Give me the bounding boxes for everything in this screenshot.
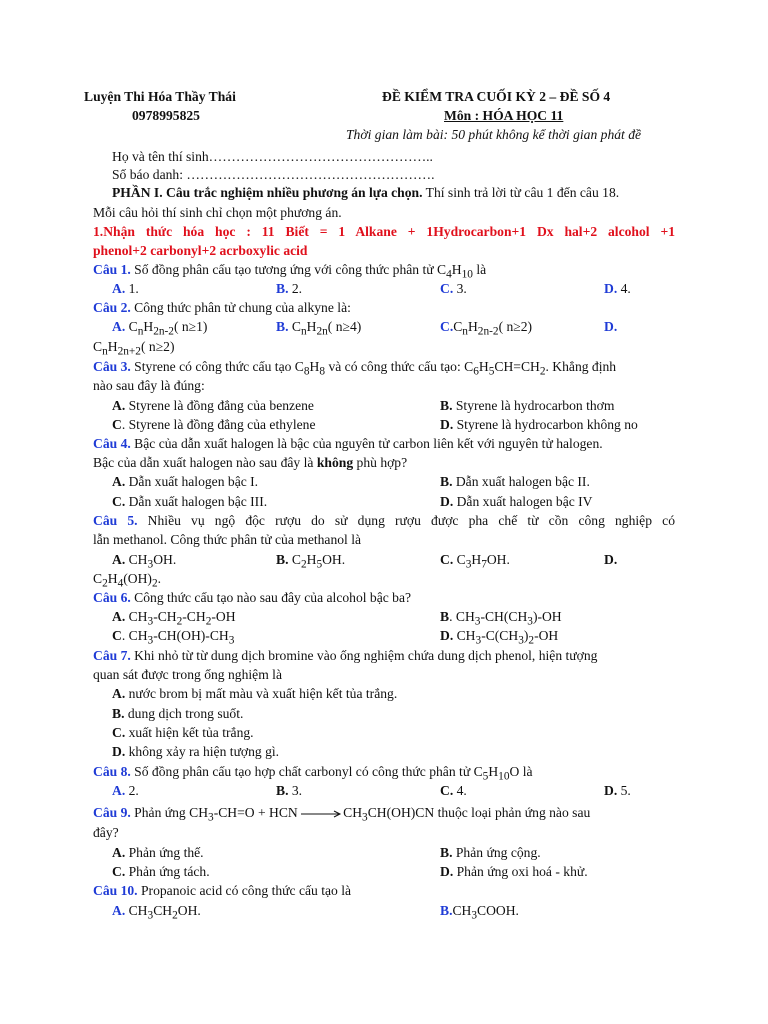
q1-option-d[interactable] [604,281,631,297]
option-letter: D. [440,417,454,432]
option-text: . [157,571,162,586]
option-letter: A. [112,398,126,413]
option-text: C [453,319,463,334]
option-text: COOH. [477,903,519,918]
option-text: Styrene là hydrocarbon không no [453,417,638,432]
option-text: C [288,319,301,334]
option-sub: 3 [527,615,533,628]
q3-option-c[interactable] [112,417,315,433]
option-text: ( n≥1) [173,319,208,334]
option-text: . Styrene là đồng đẳng của ethylene [121,417,316,432]
q6-text: Công thức cấu tạo nào sau đây của alcohol bậc ba? [130,590,412,605]
question-1 [93,262,486,283]
q6-label: Câu 6. [93,590,131,605]
center-name: Luyện Thi Hóa Thầy Thái [84,89,236,104]
q5-option-d[interactable] [604,552,617,568]
q9-label: Câu 9. [93,805,131,820]
option-letter: D. [440,864,454,879]
option-sub: 3 [474,615,481,628]
option-letter: C [112,628,122,643]
option-text: C [93,339,103,354]
option-text: H [306,319,317,334]
option-text: không xảy ra hiện tượng gì. [125,744,280,759]
option-sub: 2n [316,325,328,338]
option-text: -CH(OH)-CH [153,628,229,643]
option-text: Phản ứng cộng. [452,845,541,860]
option-letter: D. [604,319,618,334]
q8-option-a[interactable] [112,783,139,799]
question-4 [93,436,603,452]
option-sub: 2n-2 [153,325,174,338]
q8-option-c[interactable] [440,783,467,799]
q1-sub: 10 [461,268,473,281]
option-letter: D. [604,281,618,296]
option-text: ) [523,628,529,643]
q5-option-a[interactable] [112,552,176,573]
option-sub: 2 [300,558,307,571]
option-text: Dẫn xuất halogen bậc II. [452,474,590,489]
q7-text: Khi nhỏ từ từ dung dịch bromine vào ống nghiệm chứa dung dịch phenol, hiện tượng [130,648,598,663]
option-letter: A. [112,609,126,624]
option-sub: n [102,345,108,358]
option-text: H [143,319,154,334]
option-text: . CH [121,628,148,643]
option-letter: C. [112,494,126,509]
option-sub: n [300,325,307,338]
question-2 [93,300,351,316]
question-5 [93,513,675,529]
option-letter: A. [112,903,126,918]
question-8 [93,764,533,785]
option-text: Styrene là hydrocarbon thơm [452,398,615,413]
option-letter: B. [440,903,453,918]
option-letter: C. [440,783,454,798]
option-text: H [306,552,317,567]
q3-sub: 8 [303,365,310,378]
q9-option-d[interactable] [440,864,588,880]
q5-option-b[interactable] [276,552,345,573]
option-text: dung dịch trong suốt. [124,706,244,721]
option-letter: D. [604,552,618,567]
option-text: 1. [125,281,139,296]
q4-label: Câu 4. [93,436,131,451]
q1-text: là [472,262,487,277]
q4-option-b[interactable] [440,474,590,490]
exam-title: ĐỀ KIỂM TRA CUỐI KỲ 2 – ĐỀ SỐ 4 [382,89,611,104]
q8-text: O là [509,764,533,779]
option-text: CH [452,903,472,918]
option-sub: 3 [147,909,154,922]
q9-line-2: đây? [93,825,119,840]
q1-option-a[interactable] [112,281,139,297]
q7-option-c[interactable] [112,725,254,741]
option-letter: B. [276,319,289,334]
q9-text: CH(OH)CN thuộc loại phản ứng nào sau [367,805,591,820]
option-sub: 3 [465,558,472,571]
q4-option-a[interactable] [112,474,258,490]
option-letter: C. [440,552,454,567]
option-text: -C(CH [481,628,519,643]
q5-label: Câu 5. [93,513,138,528]
option-text: . CH [449,609,475,624]
q3-text: H [309,359,320,374]
option-sub: 2 [528,634,535,647]
q7-label: Câu 7. [93,648,131,663]
option-letter: B. [440,474,453,489]
option-sub: 3 [147,558,154,571]
q9-text: Phản ứng CH [130,805,209,820]
knowledge-note-2: phenol+2 carbonyl+2 acrboxylic acid [93,243,308,258]
q1-label: Câu 1. [93,262,131,277]
question-3 [93,359,616,380]
option-text: C [288,552,301,567]
option-letter: D. [440,494,454,509]
q2-option-c[interactable] [440,319,532,340]
option-sub: 2n-2 [477,325,499,338]
q4-emphasis: không [316,455,354,470]
option-sub: 2 [205,615,212,628]
option-text: CH [453,628,476,643]
q7-option-d[interactable] [112,744,279,760]
option-text: 2. [288,281,303,296]
option-text: CH [125,552,148,567]
part1-title: PHẦN I. Câu trắc nghiệm nhiều phương án lựa chọn. [112,185,423,200]
q3-line-2: nào sau đây là đúng: [93,378,205,393]
option-sub: 2 [151,577,158,590]
question-10 [93,883,351,899]
q6-option-a[interactable] [112,609,236,630]
q5-line-2: lẫn methanol. Công thức phân tử của methanol là [93,532,362,547]
option-sub: n [462,325,468,338]
option-text: Dẫn xuất halogen bậc IV [453,494,593,509]
knowledge-note-1: 1.Nhận thức hóa học : 11 Biết = 1 Alkane + 1Hydrocarbon+1 Dx hal+2 alcohol +1 [93,224,675,239]
option-letter: A. [112,686,126,701]
option-text: nước brom bị mất màu và xuất hiện kết tủa trắng. [125,686,398,701]
q9-sub: 3 [208,811,214,824]
option-letter: B. [276,783,289,798]
option-text: C [93,571,103,586]
q2-label: Câu 2. [93,300,131,315]
option-text: )-OH [532,609,562,624]
option-text: H [467,319,478,334]
q9-text: -CH=O + HCN [213,805,302,820]
option-text: H [471,552,482,567]
option-text: OH. [322,552,346,567]
option-letter: A. [112,783,126,798]
option-sub: 3 [147,615,154,628]
option-text: -CH(CH [480,609,528,624]
q1-sub: 4 [446,268,452,281]
option-text: Dẫn xuất halogen bậc I. [125,474,259,489]
q8-option-b[interactable] [276,783,302,799]
q2-option-d[interactable] [604,319,617,335]
q3-text: . Khẳng định [545,359,617,374]
option-text: 4. [617,281,631,296]
q1-text: Số đồng phân cấu tạo tương ứng với công thức phân tử C [130,262,447,277]
q5-text: Nhiều vụ ngộ độc rượu do sử dụng rượu được pha chế từ cồn công nghiệp có [137,513,675,528]
option-text: CH [125,903,148,918]
option-letter: B [440,609,450,624]
option-letter: B. [112,706,125,721]
q1-option-b[interactable] [276,281,302,297]
subject-title: Môn : HÓA HỌC 11 [444,108,564,123]
q5-option-c[interactable] [440,552,510,573]
option-letter: D. [112,744,126,759]
option-sub: 3 [147,634,154,647]
q10-option-a[interactable] [112,903,201,924]
q8-sub: 10 [498,770,510,783]
option-sub: 3 [518,634,524,647]
option-sub: n [137,325,144,338]
option-text: OH. [177,903,201,918]
option-text: -OH [534,628,559,643]
option-text: H [107,571,118,586]
option-text: CH [125,609,148,624]
q2-text: Công thức phân tử chung của alkyne là: [130,300,351,315]
option-text: xuất hiện kết tủa trắng. [125,725,254,740]
candidate-name-line: Họ và tên thí sinh………………………………………….. [112,149,433,164]
option-letter: A. [112,281,126,296]
option-text: H [107,339,118,354]
q5-option-d-text[interactable] [93,571,161,592]
option-letter: C. [440,319,454,334]
option-letter: D. [604,783,618,798]
option-letter: B. [276,552,289,567]
q4-text: phù hợp? [353,455,408,470]
option-sub: 3 [228,634,235,647]
q3-option-a[interactable] [112,398,314,414]
q10-text: Propanoic acid có công thức cấu tạo là [137,883,352,898]
q8-option-d[interactable] [604,783,631,799]
q3-label: Câu 3. [93,359,131,374]
q9-option-c[interactable] [112,864,210,880]
time-note: Thời gian làm bài: 50 phút không kể thời gian phát đề [346,127,642,142]
part1-instruction-2: Mỗi câu hỏi thí sinh chỉ chọn một phương án. [93,205,342,220]
q3-sub: 5 [488,365,495,378]
option-sub: 2n+2 [117,345,141,358]
reaction-arrow-icon [301,809,343,819]
q6-option-c[interactable] [112,628,234,649]
q9-option-b[interactable] [440,845,541,861]
option-letter: C. [112,725,126,740]
candidate-id-line: Số báo danh: ………………………………………………. [112,167,435,182]
q3-text: H [478,359,489,374]
q2-option-d-text[interactable] [93,339,174,360]
q6-option-b[interactable] [440,609,562,630]
option-text: CH [153,903,173,918]
q2-option-b[interactable] [276,319,361,340]
option-text: 4. [453,783,467,798]
q10-label: Câu 10. [93,883,138,898]
q3-text: CH=CH [494,359,540,374]
option-text: Dẫn xuất halogen bậc III. [125,494,268,509]
q1-option-c[interactable] [440,281,467,297]
q3-text: và có công thức cấu tạo: C [325,359,474,374]
q7-option-b[interactable] [112,706,243,722]
q6-option-d[interactable] [440,628,558,649]
q3-option-d[interactable] [440,417,638,433]
option-letter: B. [440,845,453,860]
option-text: 3. [453,281,467,296]
option-letter: D. [440,628,454,643]
option-letter: A. [112,845,126,860]
q3-sub: 2 [539,365,546,378]
part1-heading [112,185,619,201]
option-letter: A. [112,552,126,567]
q1-text: H [451,262,462,277]
option-sub: 4 [117,577,124,590]
q2-option-a[interactable] [112,319,207,340]
q3-option-b[interactable] [440,398,614,414]
option-sub: 3 [471,909,478,922]
option-text: 2. [125,783,139,798]
option-text: (OH) [123,571,152,586]
option-text: 3. [288,783,303,798]
option-text: ( n≥4) [327,319,362,334]
q9-text: CH [343,805,363,820]
q10-option-b[interactable] [440,903,519,924]
option-letter: A. [112,474,126,489]
q3-text: Styrene có công thức cấu tạo C [130,359,304,374]
option-sub: 5 [316,558,323,571]
option-letter: C [112,417,122,432]
option-text: 5. [617,783,631,798]
option-text: OH. [153,552,177,567]
option-text: ( n≥2) [498,319,533,334]
option-sub: 2 [102,577,108,590]
option-letter: C. [440,281,454,296]
phone-number: 0978995825 [132,108,200,123]
option-text: -CH [153,609,177,624]
q4-option-c[interactable] [112,494,267,510]
option-text: Styrene là đồng đẳng của benzene [125,398,314,413]
option-text: Phản ứng thế. [125,845,204,860]
q8-label: Câu 8. [93,764,131,779]
q9-sub: 3 [362,811,368,824]
option-text: -OH [211,609,236,624]
option-sub: 7 [481,558,487,571]
part1-instruction: Thí sinh trả lời từ câu 1 đến câu 18. [422,185,620,200]
question-9 [93,805,590,826]
option-text: -CH [182,609,206,624]
option-letter: C. [112,864,126,879]
q8-text: Số đồng phân cấu tạo hợp chất carbonyl có công thức phân tử C [130,764,483,779]
question-7 [93,648,597,664]
q3-sub: 6 [473,365,479,378]
option-text: Phản ứng tách. [125,864,210,879]
q9-option-a[interactable] [112,845,204,861]
option-text: ( n≥2) [140,339,175,354]
q4-text: Bậc của dẫn xuất halogen nào sau đây là [93,455,317,470]
q7-line-2: quan sát được trong ống nghiệm là [93,667,282,682]
q3-sub: 8 [319,365,326,378]
option-text: C [453,552,466,567]
option-text: Phản ứng oxi hoá - khử. [453,864,588,879]
question-6 [93,590,411,606]
option-text: C [125,319,138,334]
q7-option-a[interactable] [112,686,397,702]
q4-line-2 [93,455,407,471]
option-letter: A. [112,319,126,334]
q4-option-d[interactable] [440,494,593,510]
q8-sub: 5 [482,770,489,783]
q8-text: H [488,764,499,779]
option-sub: 2 [176,615,183,628]
option-sub: 2 [172,909,178,922]
option-sub: 3 [475,634,482,647]
q4-text: Bậc của dẫn xuất halogen là bậc của nguyên tử carbon liên kết với nguyên tử halogen. [130,436,603,451]
option-text: OH. [486,552,510,567]
option-letter: B. [276,281,289,296]
option-letter: B. [440,398,453,413]
